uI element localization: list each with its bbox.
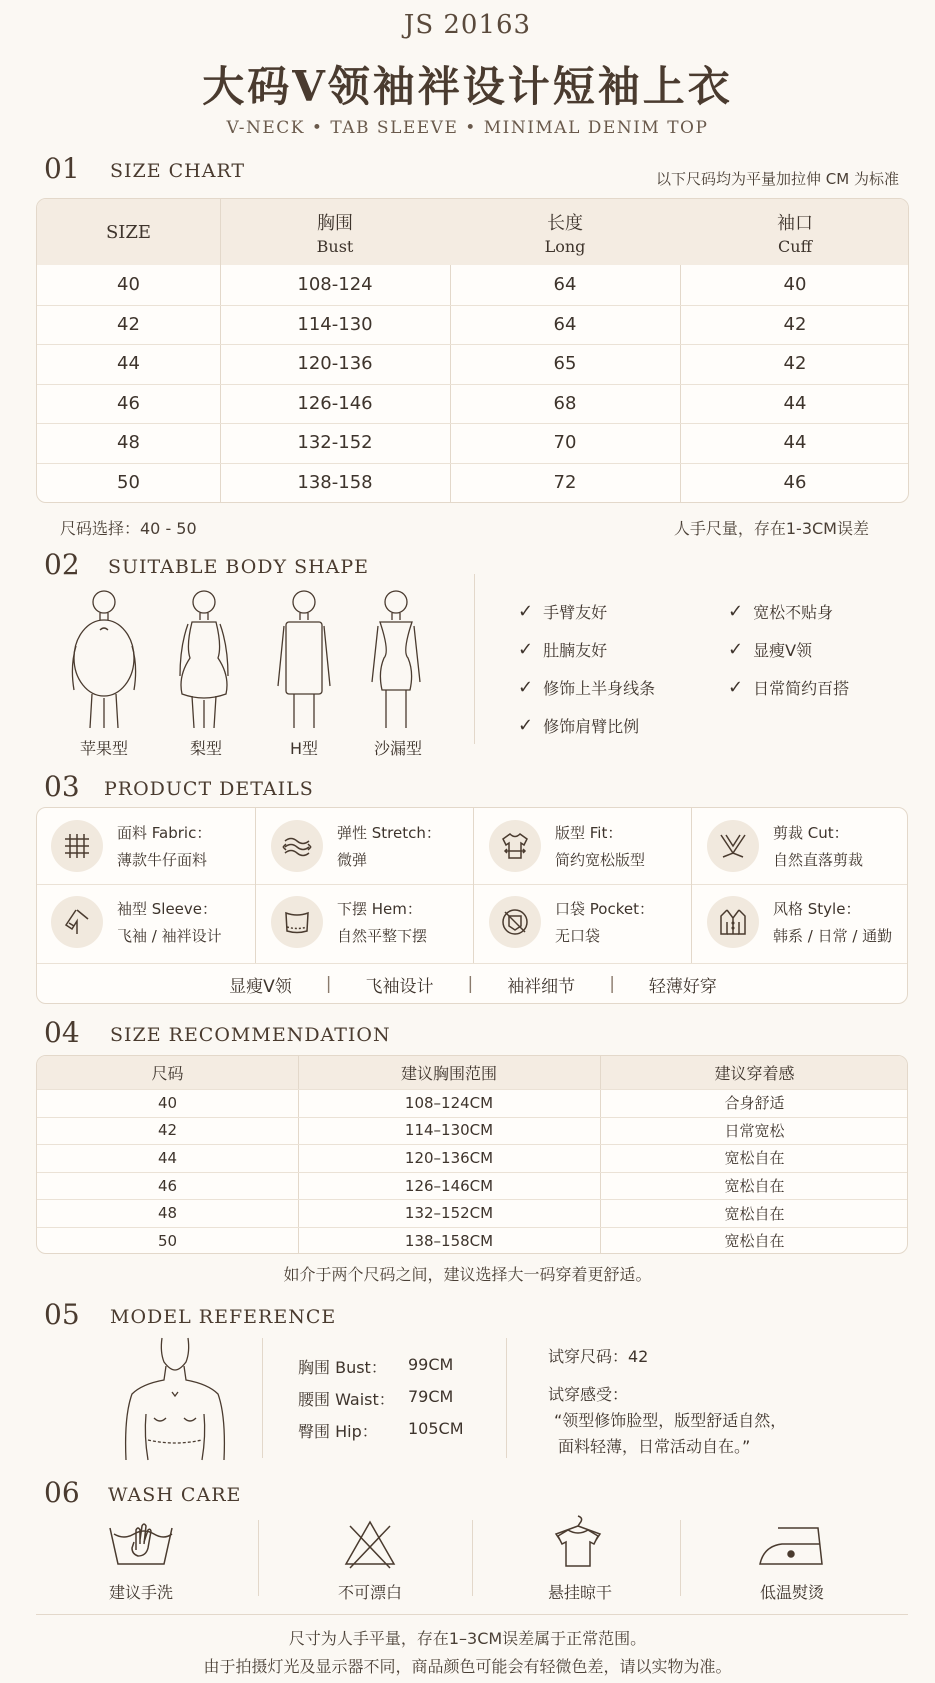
size-chart-cell: 114-130	[297, 313, 373, 335]
size-chart-cell: 44	[783, 432, 807, 454]
hourglass-shape-figure	[372, 591, 420, 728]
measure-hip: 臀围 Hip： 105CM	[298, 1419, 464, 1441]
style-shirt-icon	[707, 896, 759, 948]
wash-label-hand: 建议手洗	[108, 1583, 173, 1602]
divider	[262, 1338, 263, 1458]
check-icon: ✓	[728, 638, 744, 660]
model-torso-illustration	[120, 1336, 230, 1462]
detail-fabric: 面料 Fabric： 薄款牛仔面料	[51, 820, 211, 872]
recommendation-cell: 108–124CM	[404, 1093, 494, 1112]
feature-tags	[37, 963, 908, 1004]
wash-label-hang-dry: 悬挂晾干	[547, 1583, 612, 1602]
size-chart-cell: 120-136	[297, 353, 373, 375]
check-icon: ✓	[728, 676, 744, 698]
rec-header-size: 尺码	[151, 1064, 184, 1083]
hand-wash-icon	[108, 1520, 174, 1570]
measure-bust: 胸围 Bust： 99CM	[298, 1355, 454, 1377]
check-icon: ✓	[518, 676, 534, 698]
recommendation-cell: 120–136CM	[404, 1148, 494, 1167]
body-benefits-left	[518, 592, 655, 744]
shape-label-pear: 梨型	[189, 739, 222, 758]
tag-item: 袖袢细节	[507, 976, 576, 997]
divider	[255, 808, 256, 963]
divider	[258, 1520, 259, 1596]
recommendation-cell: 宽松自在	[724, 1149, 785, 1168]
recommendation-cell: 138–158CM	[404, 1231, 494, 1250]
size-chart-cell: 50	[117, 471, 140, 493]
measure-error-note: 人手尺量，存在1-3CM误差	[673, 519, 869, 538]
tag-item: 飞袖设计	[365, 976, 434, 997]
size-chart-cell: 42	[117, 313, 140, 335]
size-recommendation-table	[36, 1055, 908, 1254]
benefit-item: ✓ 手臂友好	[518, 600, 608, 622]
tag-item: 显瘦V领	[229, 976, 292, 997]
model-measurements	[298, 1355, 464, 1451]
page-title: 大码V领袖袢设计短袖上衣	[202, 62, 733, 111]
size-chart-cell: 132-152	[297, 432, 373, 454]
header-cuff-en: Cuff	[778, 236, 812, 256]
page-subtitle: V-NECK • TAB SLEEVE • MINIMAL DENIM TOP	[226, 118, 709, 138]
recommendation-cell: 宽松自在	[724, 1232, 785, 1251]
size-chart-cell: 68	[553, 392, 577, 414]
header-cuff-cn: 袖口	[777, 212, 813, 234]
recommendation-cell: 126–146CM	[404, 1176, 494, 1195]
trial-feel-line2: 面料轻薄，日常活动自在。”	[558, 1437, 751, 1456]
detail-fit: 版型 Fit： 简约宽松版型	[489, 820, 645, 872]
size-chart-cell: 46	[783, 471, 807, 493]
shape-label-h: H型	[289, 739, 319, 758]
size-chart-note: 以下尺码均为平量加拉伸 CM 为标准	[656, 170, 899, 188]
trial-feel-label: 试穿感受：	[548, 1385, 629, 1404]
sleeve-icon	[51, 896, 103, 948]
size-chart-cell: 65	[553, 353, 577, 375]
divider	[691, 808, 692, 963]
section-title-model-reference: MODEL REFERENCE	[110, 1306, 337, 1328]
pear-shape-figure	[180, 591, 228, 728]
size-range-note: 尺码选择：40 - 50	[60, 519, 197, 538]
recommendation-cell: 宽松自在	[724, 1204, 785, 1223]
header-long-cn: 长度	[547, 212, 583, 234]
size-chart-cell: 48	[117, 432, 140, 454]
check-icon: ✓	[518, 714, 534, 736]
section-number-03: 03	[44, 770, 80, 803]
size-chart-table	[36, 198, 909, 503]
trial-feel-line1: “领型修饰脸型，版型舒适自然，	[554, 1411, 787, 1430]
v-neck-cut-icon	[707, 820, 759, 872]
benefit-item: ✓ 肚腩友好	[518, 638, 608, 660]
check-icon: ✓	[728, 600, 744, 622]
tag-separator: |	[467, 974, 474, 994]
recommendation-cell: 132–152CM	[404, 1204, 494, 1223]
divider	[473, 808, 474, 963]
model-fit-feedback	[548, 1344, 786, 1460]
recommendation-cell: 44	[157, 1148, 178, 1167]
recommendation-cell: 42	[157, 1121, 178, 1140]
stretch-icon	[271, 820, 323, 872]
recommendation-cell: 50	[157, 1231, 178, 1250]
section-number-01: 01	[44, 152, 80, 185]
recommendation-cell: 46	[157, 1176, 178, 1195]
section-title-body-shape: SUITABLE BODY SHAPE	[108, 556, 370, 578]
recommendation-cell: 40	[157, 1093, 178, 1112]
size-chart-cell: 42	[783, 313, 807, 335]
size-chart-cell: 70	[553, 432, 577, 454]
detail-stretch: 弹性 Stretch： 微弹	[271, 820, 441, 872]
tag-item: 轻薄好穿	[648, 976, 717, 997]
detail-sleeve: 袖型 Sleeve： 飞袖 / 袖袢设计	[51, 896, 222, 948]
benefit-item: ✓ 显瘦V领	[728, 638, 813, 660]
recommendation-cell: 114–130CM	[404, 1121, 494, 1140]
benefit-item: ✓ 修饰上半身线条	[518, 676, 656, 698]
section-title-wash-care: WASH CARE	[108, 1484, 242, 1506]
size-chart-cell: 44	[783, 392, 807, 414]
wash-label-iron: 低温熨烫	[759, 1583, 824, 1602]
header-size: SIZE	[105, 221, 152, 243]
detail-hem: 下摆 Hem： 自然平整下摆	[271, 896, 427, 948]
size-chart-cell: 72	[553, 471, 577, 493]
size-chart-cell: 40	[117, 274, 140, 296]
recommendation-note: 如介于两个尺码之间，建议选择大一码穿着更舒适。	[283, 1265, 652, 1284]
benefit-item: ✓ 宽松不贴身	[728, 600, 834, 622]
check-icon: ✓	[518, 600, 534, 622]
detail-pocket: 口袋 Pocket： 无口袋	[489, 896, 654, 948]
header-bust-cn: 胸围	[317, 212, 353, 234]
size-chart-cell: 108-124	[297, 274, 373, 296]
recommendation-cell: 宽松自在	[724, 1177, 785, 1196]
rec-header-bust: 建议胸围范围	[400, 1064, 497, 1083]
shirt-fit-icon	[489, 820, 541, 872]
footer-line-1: 尺寸为人手平量，存在1–3CM误差属于正常范围。	[288, 1629, 647, 1648]
size-chart-cell: 42	[783, 353, 807, 375]
benefit-item: ✓ 修饰肩臂比例	[518, 714, 640, 736]
check-icon: ✓	[518, 638, 534, 660]
tag-separator: |	[325, 974, 332, 994]
divider	[680, 1520, 681, 1596]
shape-label-apple: 苹果型	[79, 739, 128, 758]
tag-separator: |	[609, 974, 615, 994]
no-pocket-icon	[489, 896, 541, 948]
footer-line-2: 由于拍摄灯光及显示器不同，商品颜色可能会有轻微色差，请以实物为准。	[203, 1657, 732, 1676]
recommendation-cell: 合身舒适	[724, 1094, 785, 1113]
size-chart-cell: 126-146	[297, 392, 373, 414]
size-chart-cell: 64	[553, 313, 577, 335]
product-details-card	[36, 807, 908, 1004]
body-shape-figures	[62, 586, 442, 732]
section-number-02: 02	[44, 548, 80, 581]
section-number-05: 05	[44, 1298, 80, 1331]
no-bleach-icon	[342, 1518, 398, 1570]
detail-style: 风格 Style： 韩系 / 日常 / 通勤	[707, 896, 892, 948]
detail-cut: 剪裁 Cut： 自然直落剪裁	[707, 820, 863, 872]
section-title-size-recommendation: SIZE RECOMMENDATION	[110, 1024, 391, 1046]
measure-waist: 腰围 Waist： 79CM	[298, 1387, 454, 1409]
size-chart-cell: 40	[783, 274, 807, 296]
hang-dry-icon	[550, 1514, 606, 1570]
divider	[472, 1520, 473, 1596]
divider	[506, 1338, 507, 1458]
size-chart-cell: 44	[117, 353, 140, 375]
recommendation-cell: 48	[157, 1204, 178, 1223]
section-title-size-chart: SIZE CHART	[110, 160, 246, 182]
recommendation-cell: 日常宽松	[724, 1121, 785, 1140]
divider	[474, 574, 475, 744]
header-bust-en: Bust	[316, 236, 354, 256]
hem-icon	[271, 896, 323, 948]
size-chart-cell: 64	[553, 274, 577, 296]
trial-size: 试穿尺码：42	[548, 1347, 649, 1366]
low-temp-iron-icon	[758, 1524, 828, 1568]
product-code: JS 20163	[403, 10, 532, 40]
wash-label-no-bleach: 不可漂白	[337, 1583, 402, 1602]
section-title-product-details: PRODUCT DETAILS	[104, 778, 314, 800]
size-chart-cell: 46	[117, 392, 140, 414]
rec-header-feel: 建议穿着感	[714, 1064, 795, 1083]
body-benefits-right	[728, 592, 849, 706]
divider	[36, 1614, 908, 1615]
section-number-04: 04	[44, 1016, 80, 1049]
benefit-item: ✓ 日常简约百搭	[728, 676, 850, 698]
header-long-en: Long	[544, 236, 586, 256]
size-chart-cell: 138-158	[297, 471, 373, 493]
shape-label-hourglass: 沙漏型	[373, 739, 422, 758]
size-chart-header	[37, 199, 909, 265]
apple-shape-figure	[72, 591, 135, 728]
h-shape-figure	[278, 591, 330, 728]
section-number-06: 06	[44, 1476, 80, 1509]
fabric-grid-icon	[51, 820, 103, 872]
